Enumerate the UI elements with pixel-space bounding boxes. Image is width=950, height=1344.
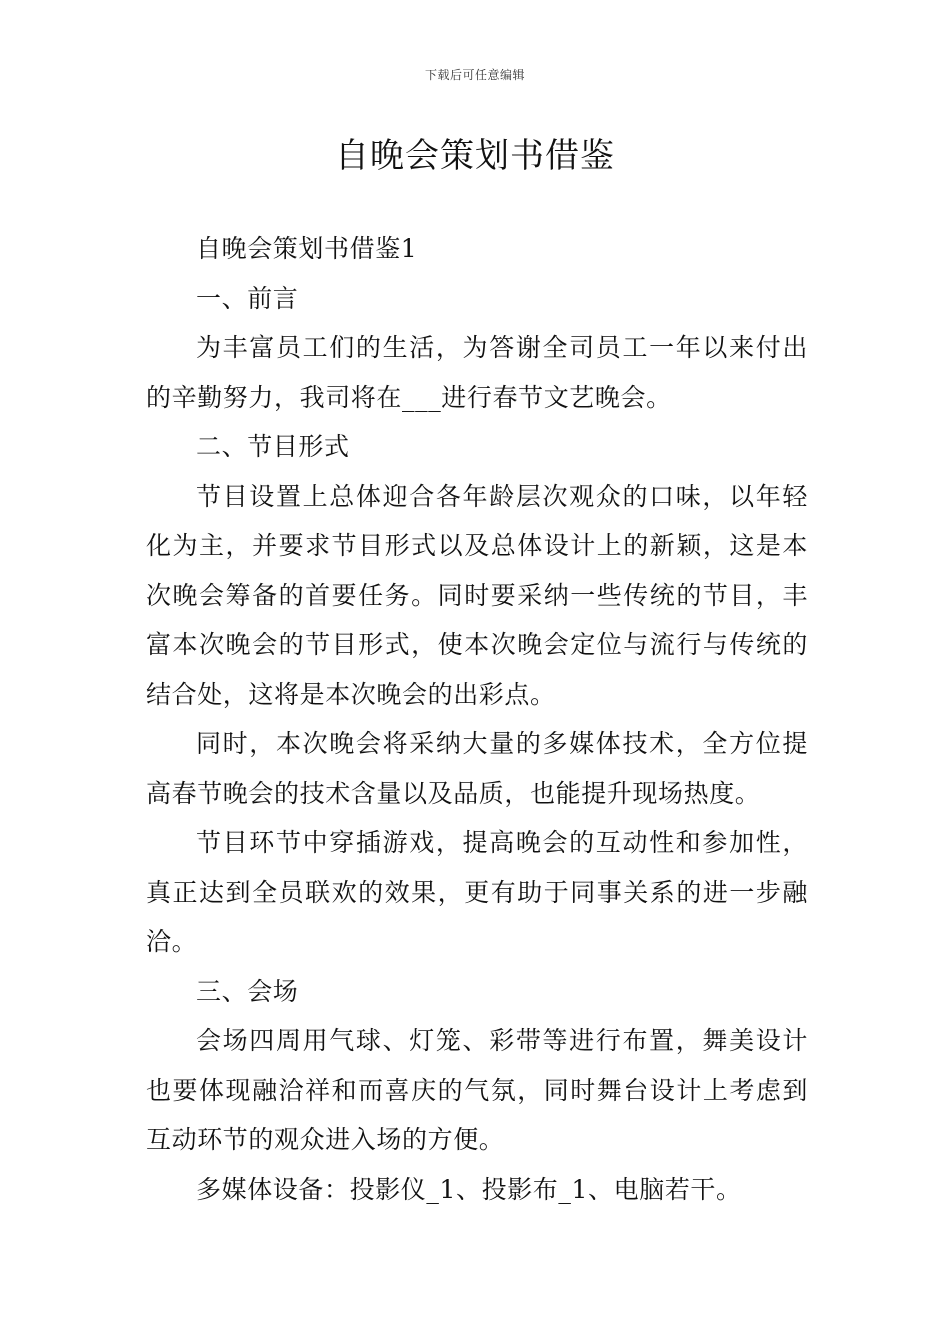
body-paragraph: 多媒体设备：投影仪_1、投影布_1、电脑若干。 bbox=[196, 1174, 742, 1204]
body-paragraph: 会场四周用气球、灯笼、彩带等进行布置，舞美设计也要体现融洽祥和而喜庆的气氛，同时舞台设计上考虑到互动环节的观众进入场的方便。 bbox=[146, 1026, 808, 1154]
body-paragraph: 节目环节中穿插游戏，提高晚会的互动性和参加性，真正达到全员联欢的效果，更有助于同事关系的进一步融洽。 bbox=[146, 828, 808, 956]
section-heading-venue: 三、会场 bbox=[196, 976, 299, 1006]
section-heading-program-form: 二、节目形式 bbox=[196, 432, 350, 461]
body-paragraph: 为丰富员工们的生活，为答谢全司员工一年以来付出的辛勤努力，我司将在___进行春节文艺晚会。 bbox=[146, 333, 808, 412]
document-title: 自晚会策划书借鉴 bbox=[335, 136, 615, 176]
body-paragraph: 同时，本次晚会将采纳大量的多媒体技术，全方位提高春节晚会的技术含量以及品质，也能提升现场热度。 bbox=[146, 729, 808, 808]
header-note: 下载后可任意编辑 bbox=[424, 68, 525, 82]
section-heading-preface: 一、前言 bbox=[196, 283, 299, 313]
body-paragraph: 节目设置上总体迎合各年龄层次观众的口味，以年轻化为主，并要求节目形式以及总体设计上的新颖，这是本次晚会筹备的首要任务。同时要采纳一些传统的节目，丰富本次晚会的节目形式，使本次晚会定位与流行与传统的结合处，这将是本次晚会的出彩点。 bbox=[146, 481, 808, 709]
subtitle-paragraph: 自晚会策划书借鉴1 bbox=[196, 234, 418, 263]
document-body bbox=[146, 224, 808, 1214]
